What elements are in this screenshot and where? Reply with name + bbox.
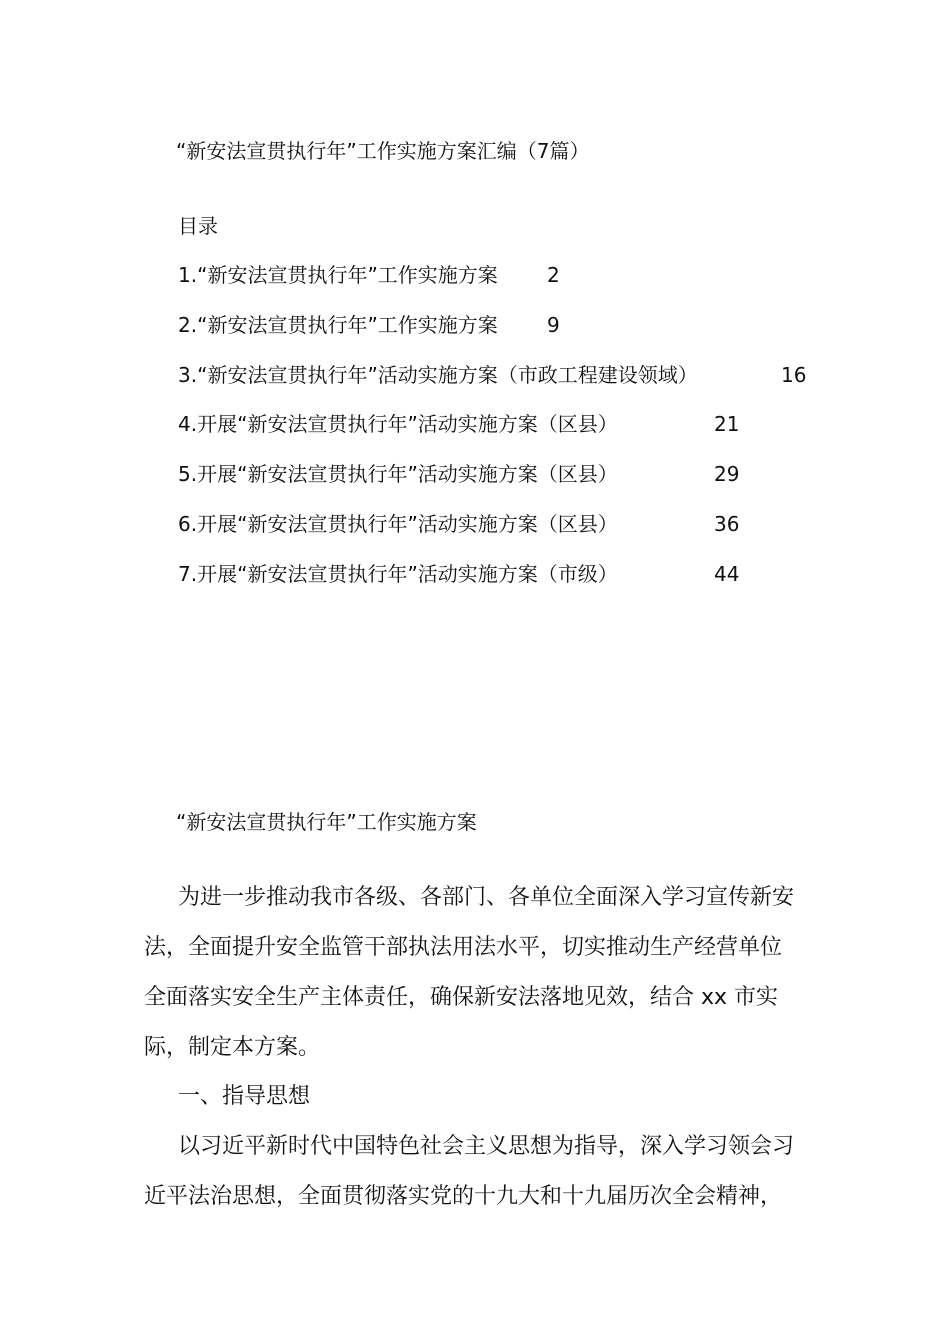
section-title: “新安法宣贯执行年”工作实施方案 [176, 810, 477, 834]
toc-entry-label: 3.“新安法宣贯执行年”活动实施方案（市政工程建设领域） [178, 363, 698, 387]
body-paragraph-line: 全面落实安全生产主体责任，确保新安法落地见效，结合 xx 市实 [144, 985, 779, 1010]
toc-entry[interactable] [178, 460, 618, 488]
toc-entry-label: 2.“新安法宣贯执行年”工作实施方案 [178, 313, 498, 337]
document-title: “新安法宣贯执行年”工作实施方案汇编（7篇） [176, 139, 590, 163]
toc-entry[interactable] [178, 261, 498, 289]
toc-entry-page: 2 [547, 263, 560, 287]
toc-entry[interactable] [178, 410, 618, 438]
toc-entry-page: 36 [714, 512, 740, 536]
toc-entry-page: 9 [547, 313, 560, 337]
toc-entry-page: 44 [714, 562, 740, 586]
toc-entry-label: 4.开展“新安法宣贯执行年”活动实施方案（区县） [178, 412, 618, 436]
toc-heading: 目录 [178, 214, 218, 238]
toc-entry[interactable] [178, 560, 618, 588]
toc-entry-page: 16 [781, 363, 807, 387]
body-paragraph-line: 近平法治思想，全面贯彻落实党的十九大和十九届历次全会精神， [144, 1184, 783, 1209]
section-heading: 一、指导思想 [178, 1084, 311, 1109]
toc-entry-label: 7.开展“新安法宣贯执行年”活动实施方案（市级） [178, 562, 618, 586]
toc-entry[interactable] [178, 361, 698, 389]
toc-entry[interactable] [178, 510, 618, 538]
body-paragraph-line: 际，制定本方案。 [144, 1035, 321, 1060]
toc-entry-page: 29 [714, 462, 740, 486]
toc-entry-page: 21 [714, 412, 740, 436]
toc-entry-label: 6.开展“新安法宣贯执行年”活动实施方案（区县） [178, 512, 618, 536]
toc-entry[interactable] [178, 311, 498, 339]
body-paragraph-line: 为进一步推动我市各级、各部门、各单位全面深入学习宣传新安 [178, 885, 795, 910]
toc-entry-label: 5.开展“新安法宣贯执行年”活动实施方案（区县） [178, 462, 618, 486]
body-paragraph-line: 法，全面提升安全监管干部执法用法水平，切实推动生产经营单位 [144, 935, 783, 960]
body-paragraph-line: 以习近平新时代中国特色社会主义思想为指导，深入学习领会习 [178, 1134, 795, 1159]
toc-entry-label: 1.“新安法宣贯执行年”工作实施方案 [178, 263, 498, 287]
